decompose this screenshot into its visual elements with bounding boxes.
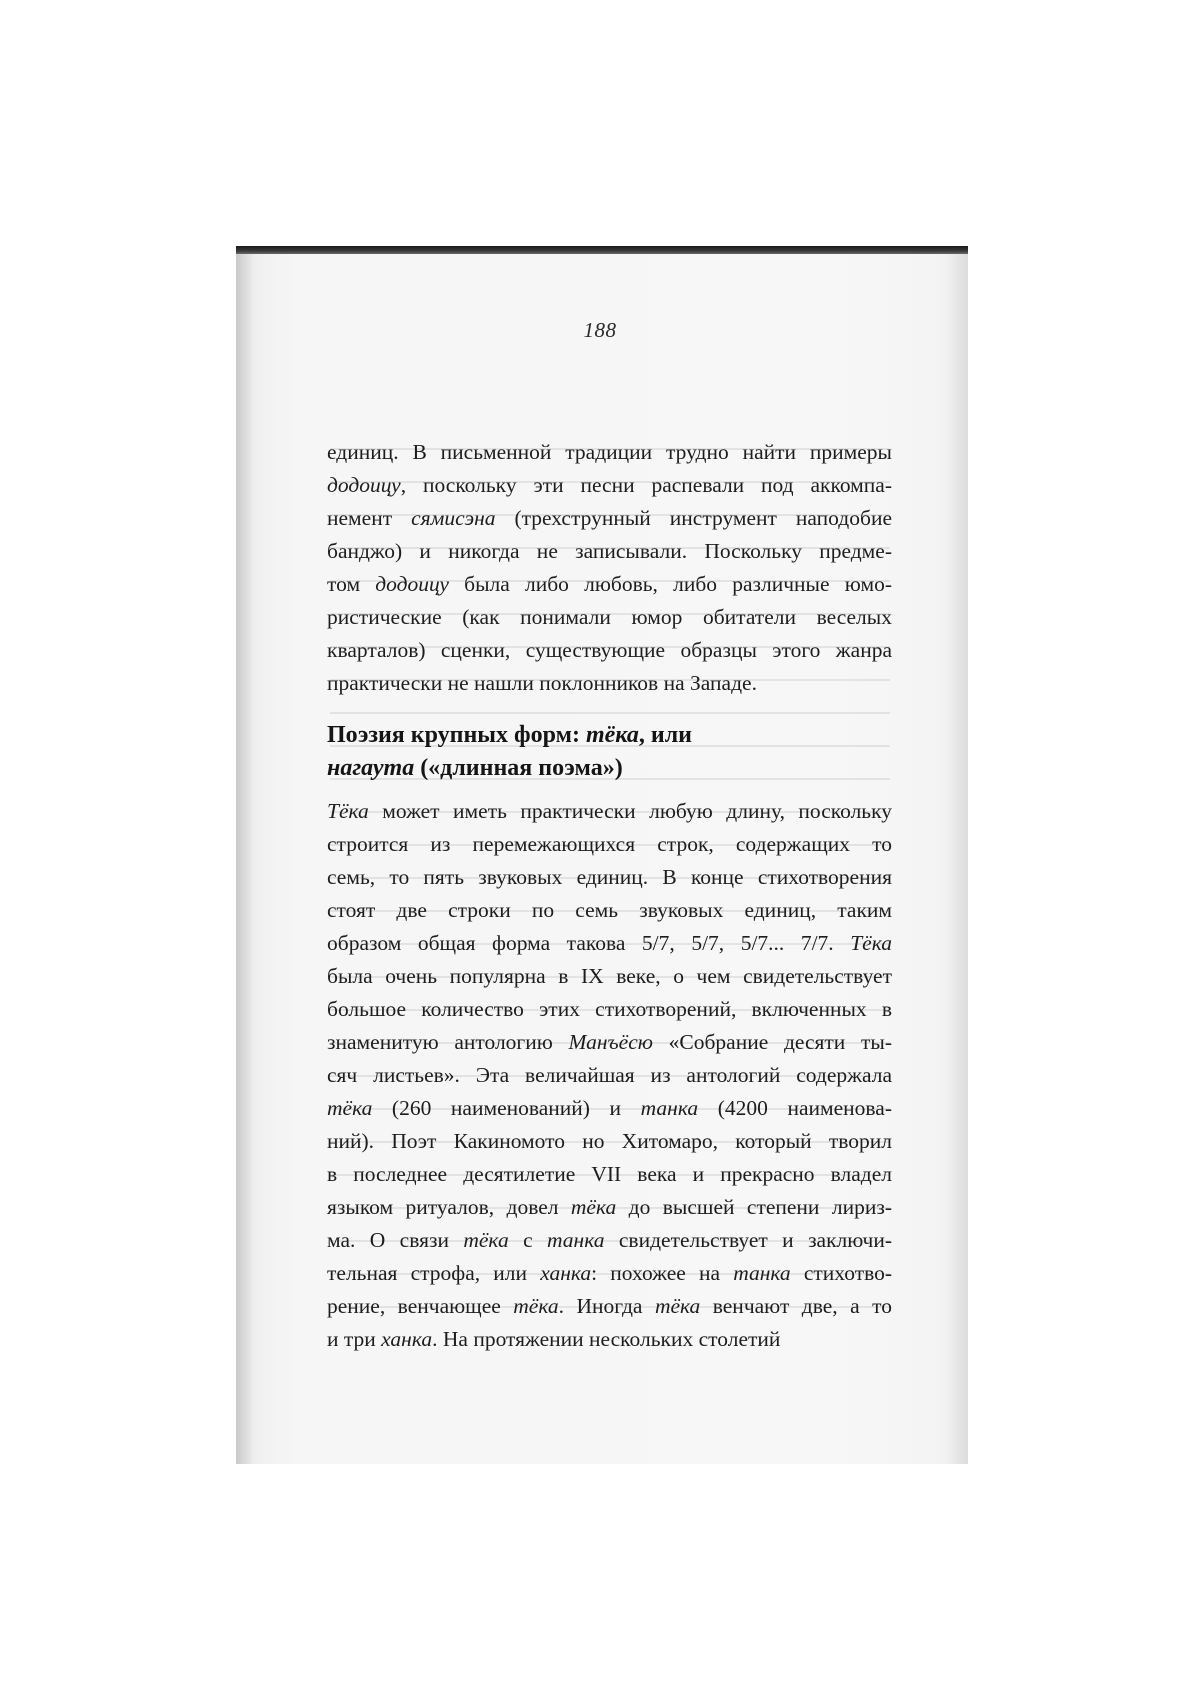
scan-right-edge bbox=[948, 254, 968, 1464]
italic-term: Манъёсю bbox=[568, 1030, 653, 1054]
text-line: рение, венчающее тёка. Иногда тёка венчают две, а то bbox=[327, 1294, 892, 1318]
italic-term: тёка bbox=[654, 1294, 701, 1318]
text-line: ристические (как понимали юмор обитатели веселых bbox=[327, 605, 892, 629]
text-line: тельная строфа, или ханка: похожее на танка стихотво- bbox=[327, 1261, 892, 1285]
italic-term: тёка bbox=[585, 722, 639, 748]
text-line: была очень популярна в IX веке, о чем свидетельствует bbox=[327, 964, 892, 988]
text-line: тёка (260 наименований) и танка (4200 наименова- bbox=[327, 1096, 892, 1120]
italic-term: Тёка bbox=[850, 931, 892, 955]
text-line: сяч листьев». Эта величайшая из антологий содержала bbox=[327, 1063, 892, 1087]
page-number: 188 bbox=[583, 318, 617, 342]
text-line: том додоицу была либо любовь, либо различные юмо- bbox=[327, 572, 892, 596]
text-line: практически не нашли поклонников на Западе. bbox=[327, 671, 757, 695]
italic-term: Тёка bbox=[327, 799, 369, 823]
italic-term: додоицу bbox=[327, 473, 401, 497]
section-heading bbox=[327, 719, 892, 785]
italic-term: танка bbox=[733, 1261, 791, 1285]
italic-term: тёка bbox=[327, 1096, 373, 1120]
italic-term: нагаута bbox=[327, 755, 415, 781]
section-paragraph bbox=[327, 795, 892, 1356]
text-line: ний). Поэт Какиномото но Хитомаро, который творил bbox=[327, 1129, 892, 1153]
text-line: образом общая форма такова 5/7, 5/7, 5/7... 7/7. Тёка bbox=[327, 931, 892, 955]
italic-term: додоицу bbox=[375, 572, 449, 596]
italic-term: танка bbox=[640, 1096, 699, 1120]
text-line: семь, то пять звуковых единиц. В конце стихотворения bbox=[327, 865, 892, 889]
text-line: ма. О связи тёка с танка свидетельствует и заключи- bbox=[327, 1228, 892, 1252]
page-text-block bbox=[327, 436, 892, 1356]
text-line: в последнее десятилетие VII века и прекрасно владел bbox=[327, 1162, 892, 1186]
italic-term: тёка bbox=[463, 1228, 509, 1252]
italic-term: ханка bbox=[381, 1327, 433, 1351]
text-line: и три ханка. На протяжении нескольких столетий bbox=[327, 1327, 781, 1351]
text-line: знаменитую антологию Манъёсю «Собрание десяти ты- bbox=[327, 1030, 892, 1054]
text-line: большое количество этих стихотворений, включенных в bbox=[327, 997, 892, 1021]
italic-term: ханка bbox=[540, 1261, 592, 1285]
text-line: додоицу, поскольку эти песни распевали под аккомпа- bbox=[327, 473, 892, 497]
italic-term: тёка bbox=[513, 1294, 559, 1318]
italic-term: тёка bbox=[570, 1195, 617, 1219]
italic-term: танка bbox=[547, 1228, 605, 1252]
text-line: языком ритуалов, довел тёка до высшей степени лириз- bbox=[327, 1195, 892, 1219]
text-line: единиц. В письменной традиции трудно найти примеры bbox=[327, 440, 892, 464]
italic-term: сямисэна bbox=[411, 506, 496, 530]
heading-line: нагаута («длинная поэма») bbox=[327, 755, 623, 781]
text-line: строится из перемежающихся строк, содержащих то bbox=[327, 832, 892, 856]
text-line: немент сямисэна (трехструнный инструмент наподобие bbox=[327, 506, 892, 530]
text-line: кварталов) сценки, существующие образцы этого жанра bbox=[327, 638, 892, 662]
text-line: стоят две строки по семь звуковых единиц, таким bbox=[327, 898, 892, 922]
scan-left-edge bbox=[236, 254, 252, 1464]
text-line: Тёка может иметь практически любую длину, поскольку bbox=[327, 799, 892, 823]
intro-paragraph bbox=[327, 436, 892, 700]
text-line: банджо) и никогда не записывали. Поскольку предме- bbox=[327, 539, 892, 563]
heading-line: Поэзия крупных форм: тёка, или bbox=[327, 722, 692, 748]
